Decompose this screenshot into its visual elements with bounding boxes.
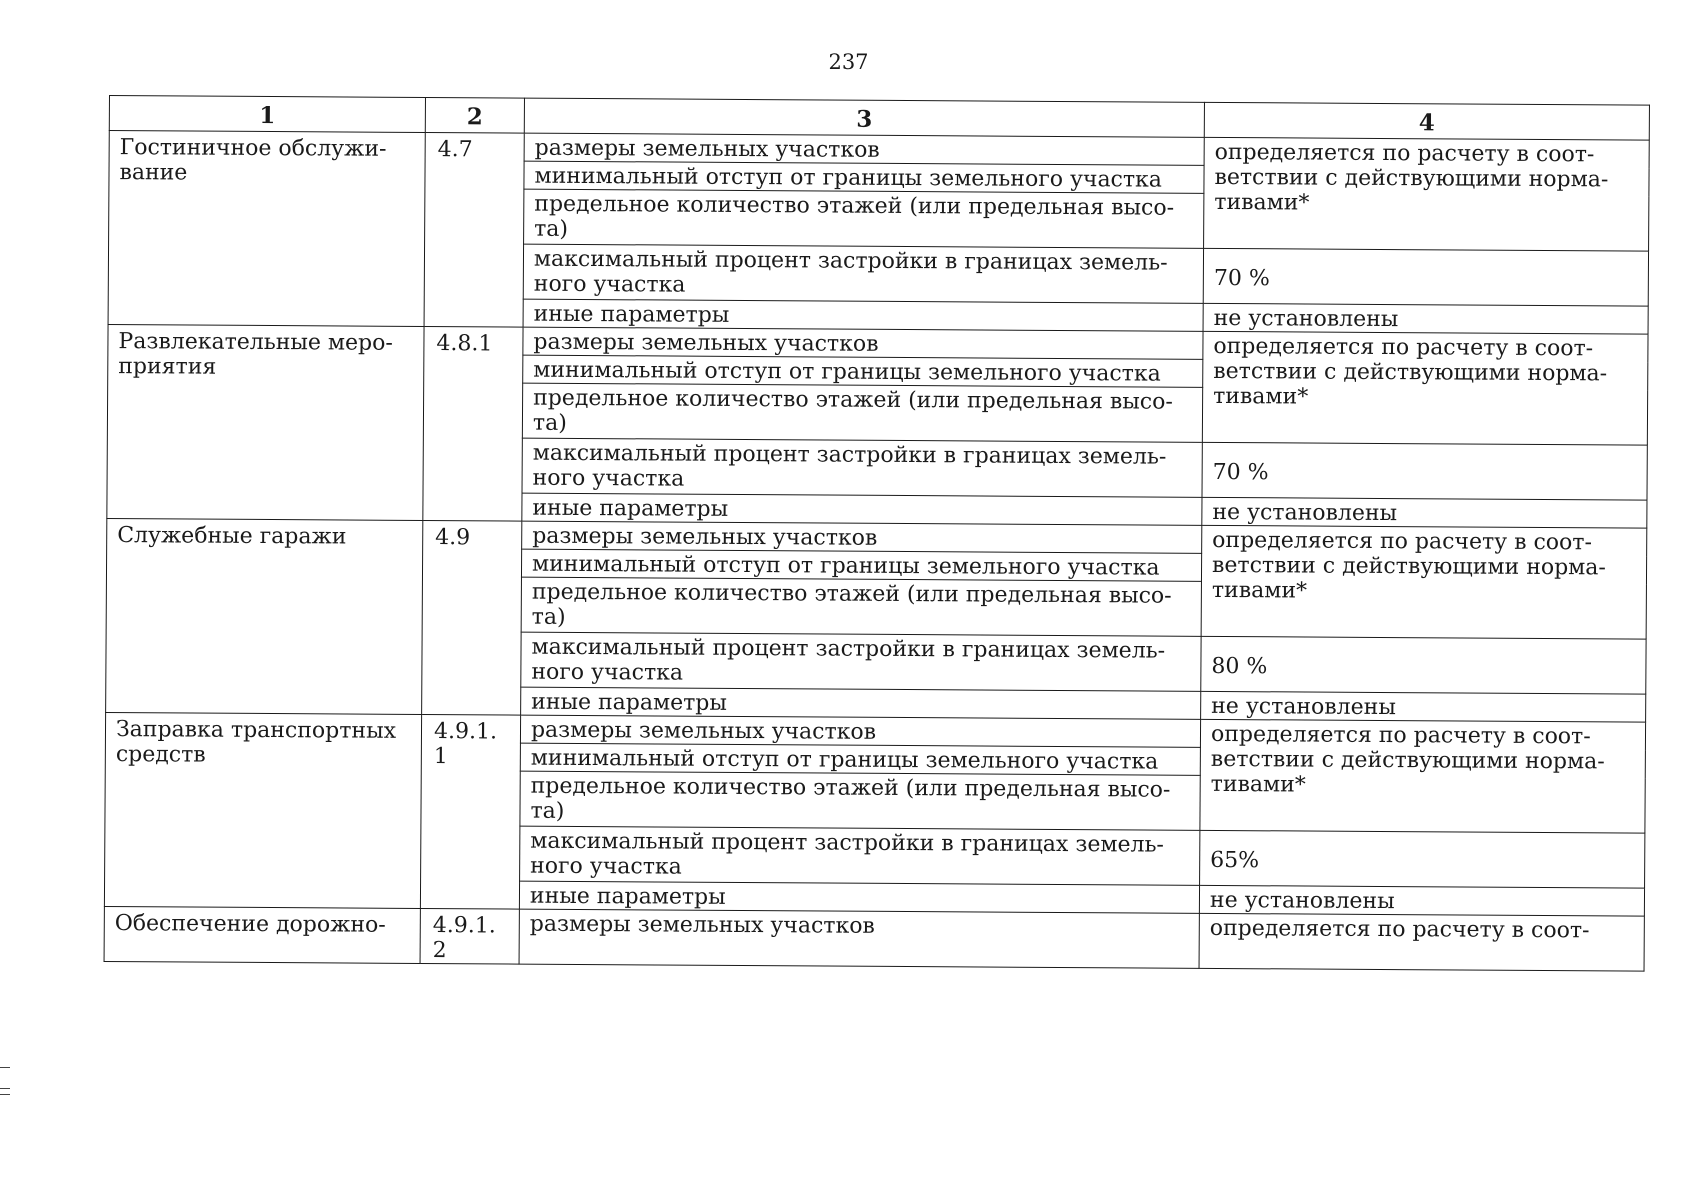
parameter-label: минимальный отступ от границы земельного участка (523, 355, 1203, 387)
land-use-name: Служебные гаражи (106, 518, 423, 714)
land-use-code: 4.9.1.1 (420, 714, 520, 909)
parameter-label: максимальный процент застройки в границах земель-ного участка (520, 826, 1200, 885)
parameter-value: не установлены (1201, 691, 1646, 722)
parameter-value: 65% (1200, 830, 1645, 888)
parameter-value: не установлены (1199, 885, 1644, 916)
parameter-label: иные параметры (519, 881, 1199, 913)
parameter-label: максимальный процент застройки в границах земель-ного участка (523, 244, 1203, 303)
parameter-label: иные параметры (522, 493, 1202, 525)
parameter-label: предельное количество этажей (или предельная высо-та) (521, 577, 1201, 636)
parameter-value: определяется по расчету в соот-ветствии с действующими норма-тивами* (1204, 137, 1650, 251)
margin-mark (0, 1094, 10, 1095)
parameter-label: максимальный процент застройки в границах земель-ного участка (521, 632, 1201, 691)
parameter-value: 70 % (1202, 442, 1647, 500)
parameter-label: предельное количество этажей (или предельная высо-та) (524, 189, 1204, 248)
column-header-3: 3 (524, 98, 1204, 137)
land-use-code: 4.9.1.2 (420, 908, 519, 964)
parameter-value: 80 % (1201, 636, 1646, 694)
parameter-value: 70 % (1203, 248, 1648, 306)
land-use-name: Развлекательные меро-приятия (107, 324, 424, 520)
parameter-label: минимальный отступ от границы земельного участка (521, 549, 1201, 581)
margin-mark (0, 1088, 10, 1089)
page-number: 237 (828, 50, 869, 74)
parameter-value: определяется по расчету в соот-ветствии с действующими норма-тивами* (1200, 719, 1646, 833)
margin-mark (0, 1067, 10, 1068)
regulations-table (104, 95, 1650, 972)
parameter-value: не установлены (1202, 497, 1647, 528)
parameter-value: не установлены (1203, 303, 1648, 334)
parameter-label: минимальный отступ от границы земельного участка (520, 743, 1200, 775)
parameter-label: размеры земельных участков (520, 715, 1200, 747)
parameter-value: определяется по расчету в соот- (1199, 913, 1644, 971)
parameter-label: иные параметры (521, 687, 1201, 719)
parameter-label: минимальный отступ от границы земельного участка (524, 161, 1204, 193)
column-header-1: 1 (109, 96, 425, 133)
land-use-name: Обеспечение дорожно- (104, 906, 420, 963)
land-use-code: 4.9 (422, 520, 522, 715)
parameter-label: размеры земельных участков (523, 327, 1203, 359)
land-use-name: Гостиничное обслужи-вание (108, 131, 425, 327)
parameter-label: предельное количество этажей (или предельная высо-та) (520, 771, 1200, 830)
column-header-2: 2 (425, 97, 524, 133)
parameter-label: предельное количество этажей (или предельная высо-та) (522, 383, 1202, 442)
parameter-label: размеры земельных участков (522, 521, 1202, 553)
column-header-4: 4 (1204, 102, 1649, 140)
parameter-label: иные параметры (523, 299, 1203, 331)
land-use-code: 4.8.1 (423, 326, 523, 521)
parameter-value: определяется по расчету в соот-ветствии с действующими норма-тивами* (1201, 525, 1647, 639)
parameter-value: определяется по расчету в соот-ветствии с действующими норма-тивами* (1202, 331, 1648, 445)
parameter-label: размеры земельных участков (524, 133, 1204, 165)
parameter-label: размеры земельных участков (519, 909, 1199, 968)
land-use-code: 4.7 (424, 132, 524, 327)
table-row (104, 906, 1644, 971)
parameter-label: максимальный процент застройки в границах земель-ного участка (522, 438, 1202, 497)
land-use-name: Заправка транспортных средств (104, 712, 421, 908)
